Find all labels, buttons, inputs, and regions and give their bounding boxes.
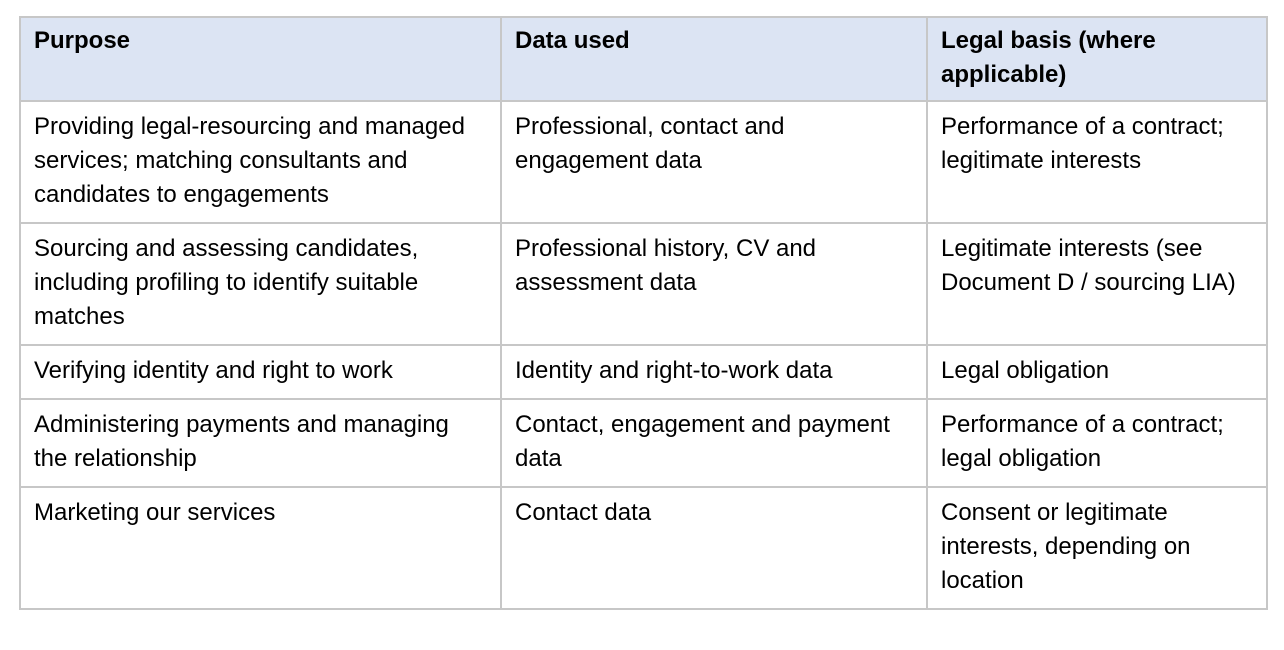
cell-purpose: Sourcing and assessing candidates, including profiling to identify suitable matches [20,223,501,345]
purposes-table [19,16,1268,610]
cell-purpose: Marketing our services [20,487,501,609]
cell-data-used: Professional history, CV and assessment data [501,223,927,345]
table-header-row [20,17,1267,101]
cell-legal-basis: Legal obligation [927,345,1267,399]
cell-legal-basis: Legitimate interests (see Document D / sourcing LIA) [927,223,1267,345]
cell-legal-basis: Performance of a contract; legal obligation [927,399,1267,487]
cell-purpose: Providing legal-resourcing and managed services; matching consultants and candidates to engagements [20,101,501,223]
header-legal-basis: Legal basis (where applicable) [927,17,1267,101]
table-row [20,399,1267,487]
table-row [20,223,1267,345]
cell-data-used: Contact data [501,487,927,609]
table-row [20,101,1267,223]
cell-data-used: Professional, contact and engagement data [501,101,927,223]
cell-legal-basis: Performance of a contract; legitimate interests [927,101,1267,223]
cell-data-used: Contact, engagement and payment data [501,399,927,487]
table-row [20,345,1267,399]
header-purpose: Purpose [20,17,501,101]
header-data-used: Data used [501,17,927,101]
cell-data-used: Identity and right-to-work data [501,345,927,399]
cell-legal-basis: Consent or legitimate interests, depending on location [927,487,1267,609]
cell-purpose: Verifying identity and right to work [20,345,501,399]
table-row [20,487,1267,609]
cell-purpose: Administering payments and managing the relationship [20,399,501,487]
